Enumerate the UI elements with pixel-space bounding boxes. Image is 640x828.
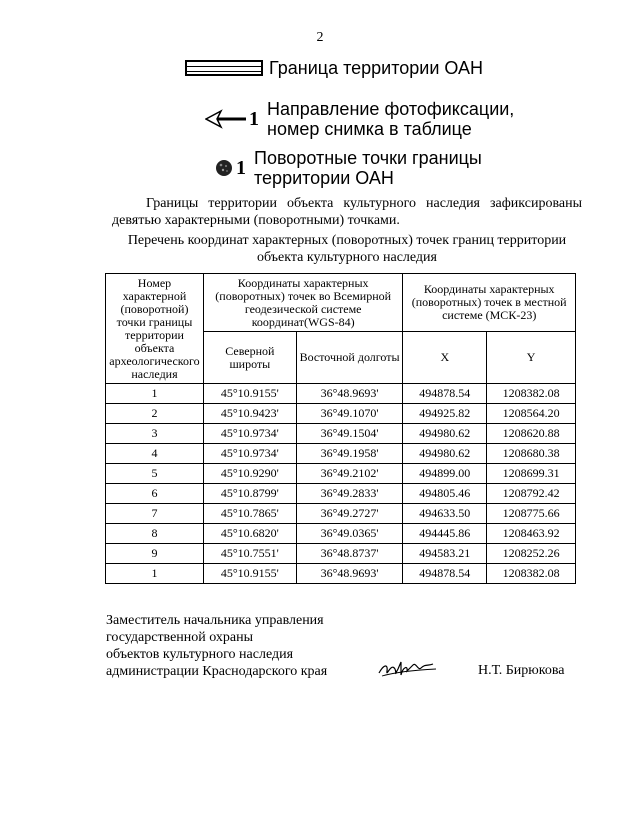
table-row bbox=[106, 384, 576, 404]
table-row bbox=[106, 484, 576, 504]
longitude-cell: 36°49.2102' bbox=[296, 464, 403, 484]
x-coordinate-cell: 494445.86 bbox=[403, 524, 487, 544]
header-point-number: Номер характерной (поворотной) точки границы территории объекта археологического наследия bbox=[106, 274, 204, 384]
point-number-cell: 6 bbox=[106, 484, 204, 504]
header-north-latitude: Северной широты bbox=[203, 332, 296, 384]
points-number: 1 bbox=[236, 156, 246, 179]
point-number-cell: 7 bbox=[106, 504, 204, 524]
table-row bbox=[106, 504, 576, 524]
table-row bbox=[106, 564, 576, 584]
header-x: X bbox=[403, 332, 487, 384]
point-number-cell: 2 bbox=[106, 404, 204, 424]
x-coordinate-cell: 494583.21 bbox=[403, 544, 487, 564]
legend-boundary bbox=[185, 58, 483, 78]
table-row bbox=[106, 524, 576, 544]
header-wgs84: Координаты характерных (поворотных) точек во Всемирной геодезической системе координат(WGS-84) bbox=[203, 274, 402, 332]
latitude-cell: 45°10.9423' bbox=[203, 404, 296, 424]
x-coordinate-cell: 494878.54 bbox=[403, 564, 487, 584]
legend-direction-label-1: Направление фотофиксации, bbox=[267, 99, 515, 119]
latitude-cell: 45°10.8799' bbox=[203, 484, 296, 504]
latitude-cell: 45°10.9734' bbox=[203, 444, 296, 464]
y-coordinate-cell: 1208252.26 bbox=[487, 544, 576, 564]
point-number-cell: 1 bbox=[106, 384, 204, 404]
signatory-name: Н.Т. Бирюкова bbox=[478, 663, 565, 678]
longitude-cell: 36°48.9693' bbox=[296, 564, 403, 584]
header-y: Y bbox=[487, 332, 576, 384]
signature-title-4: администрации Краснодарского края bbox=[106, 664, 328, 679]
longitude-cell: 36°49.0365' bbox=[296, 524, 403, 544]
latitude-cell: 45°10.9155' bbox=[203, 384, 296, 404]
longitude-cell: 36°49.1958' bbox=[296, 444, 403, 464]
legend-direction-label-2: номер снимка в таблице bbox=[267, 119, 472, 139]
longitude-cell: 36°48.9693' bbox=[296, 384, 403, 404]
page-number: 2 bbox=[316, 30, 324, 45]
legend-direction bbox=[205, 99, 514, 139]
y-coordinate-cell: 1208564.20 bbox=[487, 404, 576, 424]
handwritten-signature bbox=[376, 656, 438, 682]
direction-number: 1 bbox=[249, 107, 259, 130]
table-row bbox=[106, 464, 576, 484]
longitude-cell: 36°49.2833' bbox=[296, 484, 403, 504]
signature-title-2: государственной охраны bbox=[106, 630, 254, 645]
longitude-cell: 36°48.8737' bbox=[296, 544, 403, 564]
legend-boundary-label: Граница территории ОАН bbox=[269, 58, 483, 78]
y-coordinate-cell: 1208382.08 bbox=[487, 384, 576, 404]
x-coordinate-cell: 494878.54 bbox=[403, 384, 487, 404]
y-coordinate-cell: 1208620.88 bbox=[487, 424, 576, 444]
latitude-cell: 45°10.9290' bbox=[203, 464, 296, 484]
point-number-cell: 8 bbox=[106, 524, 204, 544]
turning-point-icon bbox=[214, 158, 234, 178]
signature-block bbox=[106, 612, 327, 680]
longitude-cell: 36°49.1504' bbox=[296, 424, 403, 444]
header-east-longitude: Восточной долготы bbox=[296, 332, 403, 384]
point-number-cell: 3 bbox=[106, 424, 204, 444]
longitude-cell: 36°49.2727' bbox=[296, 504, 403, 524]
x-coordinate-cell: 494980.62 bbox=[403, 424, 487, 444]
y-coordinate-cell: 1208680.38 bbox=[487, 444, 576, 464]
x-coordinate-cell: 494805.46 bbox=[403, 484, 487, 504]
header-msk23: Координаты характерных (поворотных) точек в местной системе (МСК-23) bbox=[403, 274, 576, 332]
latitude-cell: 45°10.9155' bbox=[203, 564, 296, 584]
longitude-cell: 36°49.1070' bbox=[296, 404, 403, 424]
x-coordinate-cell: 494899.00 bbox=[403, 464, 487, 484]
direction-arrow-icon bbox=[205, 108, 247, 130]
point-number-cell: 5 bbox=[106, 464, 204, 484]
legend-points-label-1: Поворотные точки границы bbox=[254, 148, 482, 168]
signature-title-1: Заместитель начальника управления bbox=[106, 613, 324, 628]
intro-paragraph: Границы территории объекта культурного наследия зафиксированы девятью характерными (поворотными) точками. bbox=[112, 196, 582, 228]
table-row bbox=[106, 424, 576, 444]
boundary-line-icon bbox=[185, 60, 263, 76]
x-coordinate-cell: 494980.62 bbox=[403, 444, 487, 464]
y-coordinate-cell: 1208699.31 bbox=[487, 464, 576, 484]
latitude-cell: 45°10.7865' bbox=[203, 504, 296, 524]
latitude-cell: 45°10.9734' bbox=[203, 424, 296, 444]
point-number-cell: 4 bbox=[106, 444, 204, 464]
y-coordinate-cell: 1208463.92 bbox=[487, 524, 576, 544]
latitude-cell: 45°10.7551' bbox=[203, 544, 296, 564]
point-number-cell: 9 bbox=[106, 544, 204, 564]
x-coordinate-cell: 494925.82 bbox=[403, 404, 487, 424]
table-row bbox=[106, 544, 576, 564]
x-coordinate-cell: 494633.50 bbox=[403, 504, 487, 524]
table-row bbox=[106, 444, 576, 464]
y-coordinate-cell: 1208792.42 bbox=[487, 484, 576, 504]
legend-points bbox=[214, 148, 482, 188]
point-number-cell: 1 bbox=[106, 564, 204, 584]
signature-title-3: объектов культурного наследия bbox=[106, 647, 294, 662]
coordinates-table bbox=[105, 273, 576, 584]
y-coordinate-cell: 1208775.66 bbox=[487, 504, 576, 524]
latitude-cell: 45°10.6820' bbox=[203, 524, 296, 544]
table-title: Перечень координат характерных (поворотных) точек границ территории объекта культурного наследия bbox=[127, 233, 567, 265]
table-row bbox=[106, 404, 576, 424]
legend-points-label-2: территории ОАН bbox=[254, 168, 394, 188]
y-coordinate-cell: 1208382.08 bbox=[487, 564, 576, 584]
